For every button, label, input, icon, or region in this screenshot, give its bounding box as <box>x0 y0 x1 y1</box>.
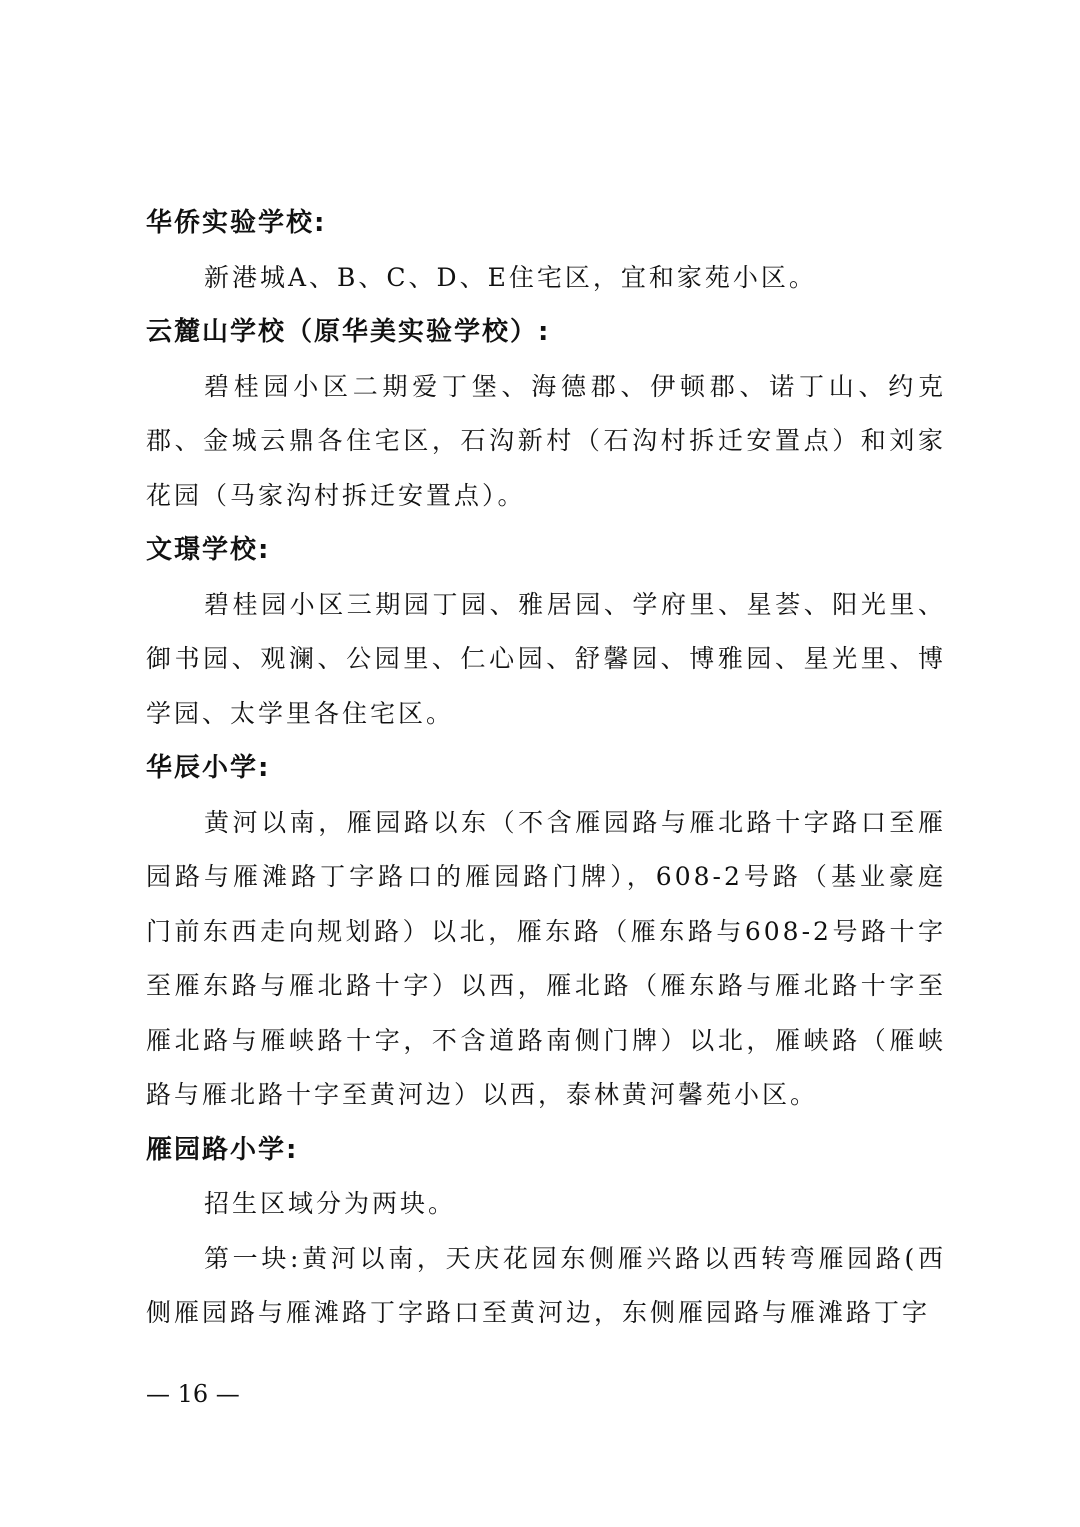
section-heading: 华辰小学: <box>146 753 271 783</box>
section-heading: 文璟学校: <box>146 535 271 565</box>
section-heading: 雁园路小学: <box>146 1134 299 1165</box>
section-wenjing <box>146 523 946 741</box>
section-paragraph: 黄河以南，雁园路以东（不含雁园路与雁北路十字路口至雁园路与雁滩路丁字路口的雁园路门牌），608-2号路（基业豪庭门前东西走向规划路）以北，雁东路（雁东路与608-2号路十字至雁东路与雁北路十字）以西，雁北路（雁东路与雁北路十字至雁北路与雁峡路十字，不含道路南侧门牌）以北，雁峡路（雁峡路与雁北路十字至黄河边）以西，泰林黄河馨苑小区。 <box>146 807 946 1109</box>
section-yunlushan <box>146 305 946 523</box>
section-heading: 华侨实验学校: <box>146 208 327 238</box>
section-paragraph: 招生区域分为两块。 <box>204 1189 457 1218</box>
section-paragraph: 碧桂园小区三期园丁园、雅居园、学府里、星荟、阳光里、御书园、观澜、公园里、仁心园、舒馨园、博雅园、星光里、博学园、太学里各住宅区。 <box>146 589 946 728</box>
section-paragraph: 第一块:黄河以南，天庆花园东侧雁兴路以西转弯雁园路(西侧雁园路与雁滩路丁字路口至黄河边，东侧雁园路与雁滩路丁字 <box>146 1243 946 1327</box>
section-huachen <box>146 741 946 1123</box>
page-number: — 16 — <box>146 1380 240 1408</box>
section-paragraph: 新港城A、B、C、D、E住宅区，宜和家苑小区。 <box>204 262 817 292</box>
document-body <box>146 196 946 1341</box>
section-huaqiao <box>146 196 946 305</box>
section-heading: 云麓山学校（原华美实验学校）: <box>146 317 551 347</box>
section-yanyuanlu <box>146 1123 946 1341</box>
section-paragraph: 碧桂园小区二期爱丁堡、海德郡、伊顿郡、诺丁山、约克郡、金城云鼎各住宅区，石沟新村（石沟村拆迁安置点）和刘家花园（马家沟村拆迁安置点）。 <box>146 371 946 510</box>
